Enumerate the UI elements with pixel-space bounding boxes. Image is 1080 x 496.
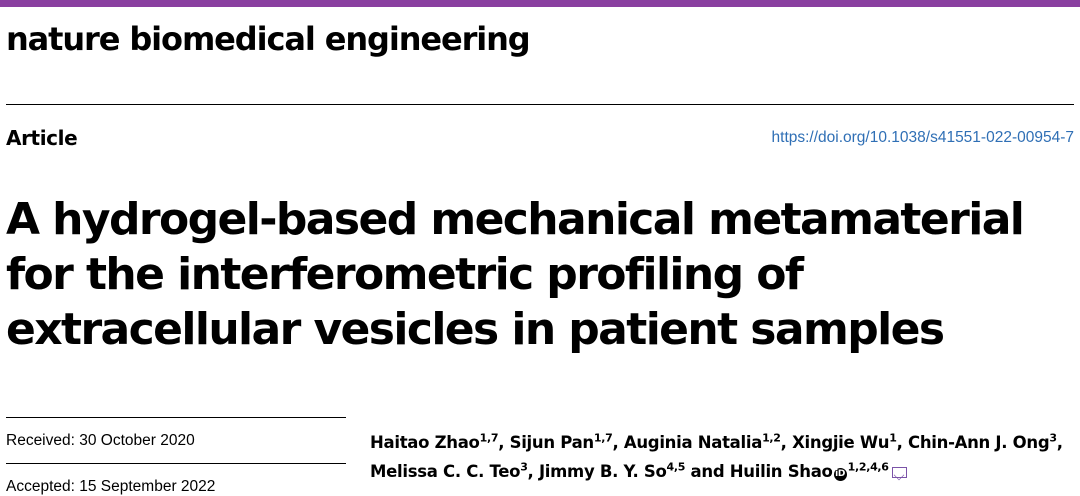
affiliation-marker: 1,2: [762, 431, 781, 445]
affiliation-marker: 4,5: [666, 460, 686, 474]
journal-accent-bar: [0, 0, 1080, 7]
affiliation-marker: 3: [520, 460, 528, 474]
author-name: Haitao Zhao: [370, 433, 480, 452]
article-type-label: Article: [6, 126, 78, 150]
affiliation-marker: 1: [889, 431, 897, 445]
author-name: Sijun Pan: [509, 433, 594, 452]
author-name: Chin-Ann J. Ong: [908, 433, 1050, 452]
accepted-date: Accepted: 15 September 2022: [6, 478, 216, 495]
affiliation-marker: 1,7: [479, 431, 499, 445]
author-name: Auginia Natalia: [623, 433, 763, 452]
article-meta-row: [6, 126, 1074, 152]
title-line-1: A hydrogel-based mechanical metamaterial: [6, 194, 1024, 246]
doi-link[interactable]: https://doi.org/10.1038/s41551-022-00954-7: [771, 129, 1074, 146]
divider-received: [6, 417, 346, 418]
divider-top: [6, 104, 1074, 105]
email-icon[interactable]: [892, 467, 907, 478]
title-line-2: for the interferometric profiling of: [6, 249, 803, 301]
author-name: Huilin Shao: [729, 462, 833, 481]
affiliation-marker: 1,2,4,6: [847, 460, 889, 474]
author-list: [370, 428, 1074, 486]
affiliation-marker: 1,7: [593, 431, 613, 445]
orcid-icon[interactable]: iD: [835, 469, 846, 479]
author-name: Xingjie Wu: [792, 433, 890, 452]
title-line-3: extracellular vesicles in patient samples: [6, 304, 944, 356]
divider-accepted: [6, 463, 346, 464]
author-name: Jimmy B. Y. So: [538, 462, 667, 481]
author-line-1: Haitao Zhao$^{1,7}$, Sijun Pan$^{1,7}$, Auginia Natalia$^{1,2}$, Xingjie Wu$^1$, Chin-Ann J. Ong$^3$,: [370, 431, 1063, 452]
affiliation-marker: 3: [1049, 431, 1057, 445]
author-line-2: Melissa C. C. Teo$^3$, Jimmy B. Y. So$^{4,5}$ and Huilin Shao iD$^{1,2,4,6}$: [370, 462, 907, 481]
page-title: [6, 192, 1074, 357]
journal-title: nature biomedical engineering: [6, 20, 530, 58]
received-date: Received: 30 October 2020: [6, 432, 195, 449]
author-name: Melissa C. C. Teo: [370, 462, 521, 481]
